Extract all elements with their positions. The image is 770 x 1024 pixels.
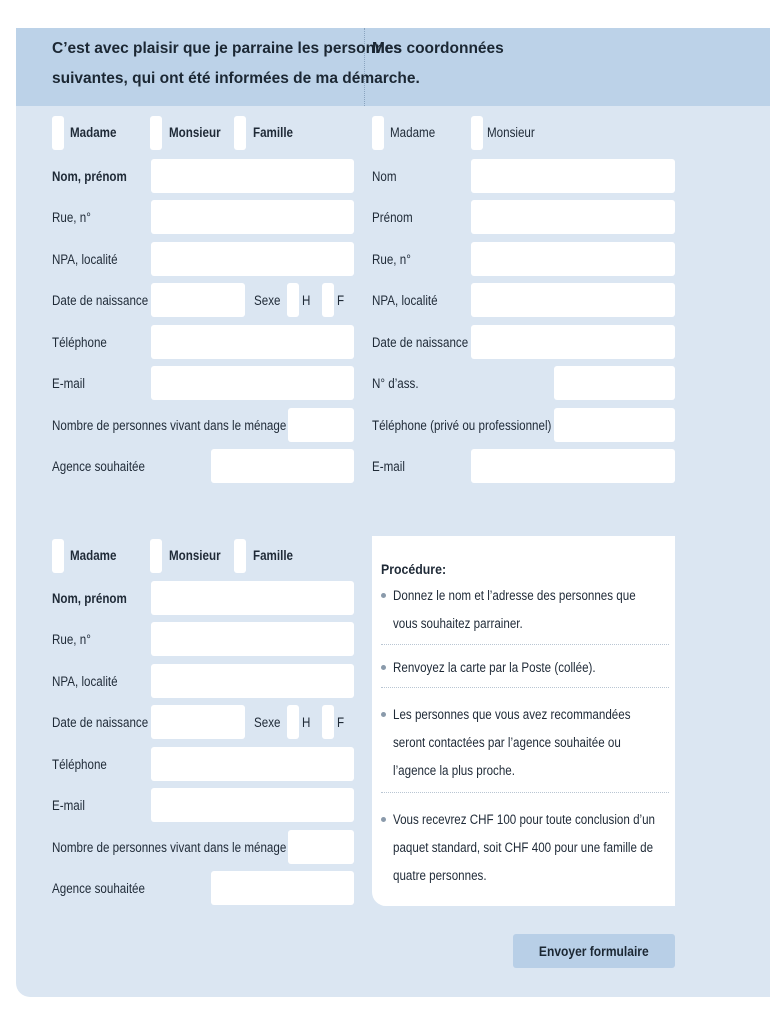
mine-rue-label: Rue, n°	[372, 252, 411, 267]
p2-sexe-h-checkbox[interactable]	[287, 705, 299, 739]
procedure-step-text: Les personnes que vous avez recommandées seront contactées par l’agence souhaitée ou l’agence la plus proche.	[393, 707, 631, 778]
bullet-icon	[381, 593, 386, 598]
submit-form-button[interactable]	[513, 934, 675, 968]
p1-sexe-label: Sexe	[254, 293, 281, 308]
p2-sexe-h-label: H	[302, 715, 311, 730]
p1-monsieur-checkbox[interactable]	[150, 116, 162, 150]
mine-madame-label: Madame	[390, 125, 436, 140]
procedure-step-text: Vous recevrez CHF 100 pour toute conclusion d’un paquet standard, soit CHF 400 pour une famille de quatre personnes.	[393, 812, 656, 883]
mine-monsieur-checkbox[interactable]	[471, 116, 483, 150]
mine-prenom-label: Prénom	[372, 210, 413, 225]
p1-agence-input[interactable]	[211, 449, 354, 483]
header-left-line2: suivantes, qui ont été informées de ma démarche.	[52, 70, 420, 87]
procedure-separator	[381, 792, 669, 793]
referral-form-card	[16, 28, 770, 997]
p1-nombre-label: Nombre de personnes vivant dans le ménage	[52, 418, 287, 433]
p2-nom-prenom-label: Nom, prénom	[52, 591, 127, 606]
bullet-icon	[381, 817, 386, 822]
p2-telephone-input[interactable]	[151, 747, 354, 781]
p1-nombre-input[interactable]	[288, 408, 354, 442]
p2-madame-label: Madame	[70, 548, 117, 563]
p2-email-label: E-mail	[52, 798, 85, 813]
p1-rue-input[interactable]	[151, 200, 354, 234]
p1-npa-label: NPA, localité	[52, 252, 118, 267]
p2-sexe-f-label: F	[337, 715, 345, 730]
p1-madame-checkbox[interactable]	[52, 116, 64, 150]
procedure-panel	[372, 536, 675, 906]
mine-telephone-label: Téléphone (privé ou professionnel)	[372, 418, 552, 433]
p2-email-input[interactable]	[151, 788, 354, 822]
p1-telephone-label: Téléphone	[52, 335, 107, 350]
p2-date-input[interactable]	[151, 705, 245, 739]
p1-famille-label: Famille	[253, 125, 294, 140]
procedure-step-text: Renvoyez la carte par la Poste (collée).	[393, 660, 596, 675]
p2-monsieur-checkbox[interactable]	[150, 539, 162, 573]
bullet-icon	[381, 712, 386, 717]
header-my-details-title: Mes coordonnées	[372, 40, 504, 57]
mine-npa-label: NPA, localité	[372, 293, 438, 308]
p2-telephone-label: Téléphone	[52, 757, 107, 772]
procedure-step	[381, 701, 669, 789]
bullet-icon	[381, 665, 386, 670]
mine-rue-input[interactable]	[471, 242, 675, 276]
p2-sexe-label: Sexe	[254, 715, 281, 730]
procedure-step	[381, 806, 669, 894]
p1-agence-label: Agence souhaitée	[52, 459, 145, 474]
p2-date-label: Date de naissance	[52, 715, 149, 730]
p2-famille-checkbox[interactable]	[234, 539, 246, 573]
p1-telephone-input[interactable]	[151, 325, 354, 359]
mine-ass-label: N° d’ass.	[372, 376, 419, 391]
p2-sexe-f-checkbox[interactable]	[322, 705, 334, 739]
mine-nom-label: Nom	[372, 169, 397, 184]
p1-monsieur-label: Monsieur	[169, 125, 221, 140]
p1-sexe-f-checkbox[interactable]	[322, 283, 334, 317]
mine-npa-input[interactable]	[471, 283, 675, 317]
mine-nom-input[interactable]	[471, 159, 675, 193]
p2-npa-input[interactable]	[151, 664, 354, 698]
p1-nom-prenom-input[interactable]	[151, 159, 354, 193]
p1-npa-input[interactable]	[151, 242, 354, 276]
procedure-step-text: Donnez le nom et l’adresse des personnes que vous souhaitez parrainer.	[393, 588, 636, 631]
mine-email-input[interactable]	[471, 449, 675, 483]
p2-rue-input[interactable]	[151, 622, 354, 656]
procedure-step	[381, 582, 669, 642]
p2-npa-label: NPA, localité	[52, 674, 118, 689]
p1-date-label: Date de naissance	[52, 293, 149, 308]
p2-agence-label: Agence souhaitée	[52, 881, 145, 896]
p1-email-label: E-mail	[52, 376, 85, 391]
procedure-separator	[381, 687, 669, 688]
procedure-separator	[381, 644, 669, 645]
mine-date-label: Date de naissance	[372, 335, 469, 350]
mine-telephone-input[interactable]	[554, 408, 675, 442]
p1-sexe-f-label: F	[337, 293, 345, 308]
p1-famille-checkbox[interactable]	[234, 116, 246, 150]
mine-date-input[interactable]	[471, 325, 675, 359]
mine-madame-checkbox[interactable]	[372, 116, 384, 150]
p2-madame-checkbox[interactable]	[52, 539, 64, 573]
p2-monsieur-label: Monsieur	[169, 548, 221, 563]
p2-famille-label: Famille	[253, 548, 294, 563]
p2-agence-input[interactable]	[211, 871, 354, 905]
procedure-step	[381, 654, 669, 684]
p1-nom-prenom-label: Nom, prénom	[52, 169, 127, 184]
p2-nombre-input[interactable]	[288, 830, 354, 864]
p1-email-input[interactable]	[151, 366, 354, 400]
p2-rue-label: Rue, n°	[52, 632, 91, 647]
p1-sexe-h-checkbox[interactable]	[287, 283, 299, 317]
mine-email-label: E-mail	[372, 459, 405, 474]
p1-madame-label: Madame	[70, 125, 117, 140]
p2-nom-prenom-input[interactable]	[151, 581, 354, 615]
procedure-title: Procédure:	[381, 561, 447, 577]
p2-nombre-label: Nombre de personnes vivant dans le ménage	[52, 840, 287, 855]
header-left-line1: C’est avec plaisir que je parraine les personnes	[52, 40, 402, 57]
submit-form-label: Envoyer formulaire	[539, 943, 649, 959]
mine-ass-input[interactable]	[554, 366, 675, 400]
mine-prenom-input[interactable]	[471, 200, 675, 234]
p1-date-input[interactable]	[151, 283, 245, 317]
p1-rue-label: Rue, n°	[52, 210, 91, 225]
p1-sexe-h-label: H	[302, 293, 311, 308]
mine-monsieur-label: Monsieur	[487, 125, 535, 140]
